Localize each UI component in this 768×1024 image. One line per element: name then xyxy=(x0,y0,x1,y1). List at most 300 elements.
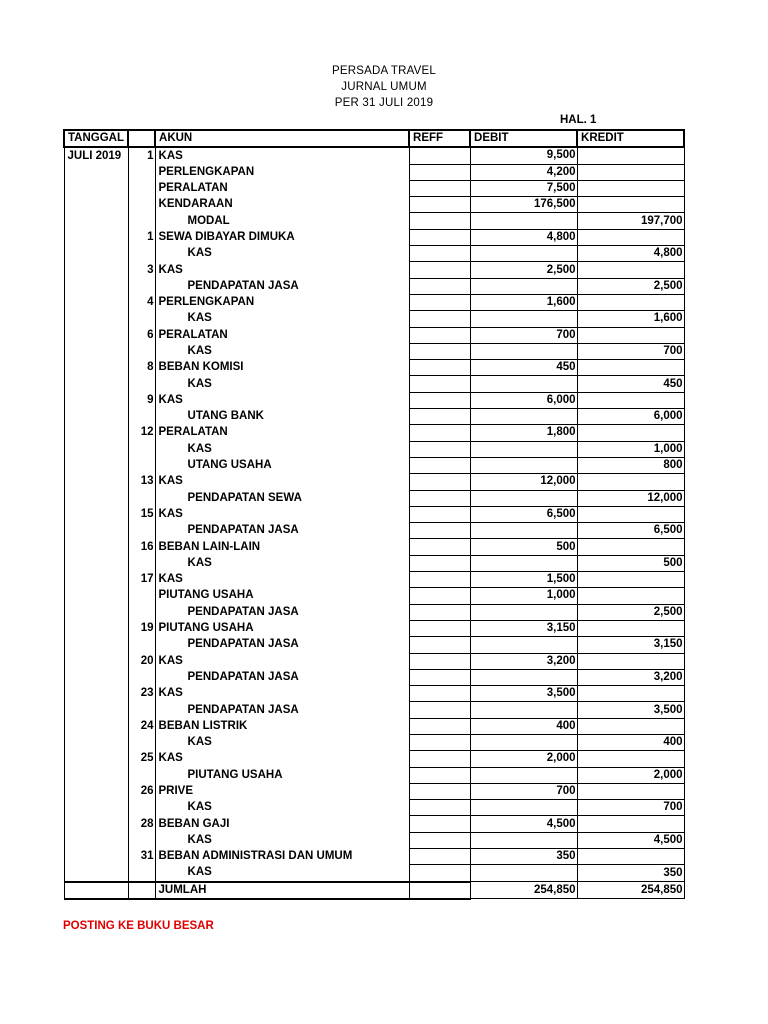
row-month xyxy=(64,539,128,555)
journal-row xyxy=(64,409,684,425)
row-credit: 197,700 xyxy=(577,213,684,229)
column-header-tanggal: TANGGAL xyxy=(64,130,128,147)
row-reff xyxy=(409,457,470,473)
row-reff xyxy=(409,751,470,767)
row-day xyxy=(128,637,155,653)
row-month xyxy=(64,800,128,816)
row-reff xyxy=(409,669,470,685)
row-month xyxy=(64,751,128,767)
row-month xyxy=(64,164,128,180)
row-reff xyxy=(409,490,470,506)
row-credit xyxy=(577,588,684,604)
row-month xyxy=(64,669,128,685)
journal-table xyxy=(63,129,685,900)
row-reff xyxy=(409,620,470,636)
row-debit xyxy=(470,734,577,750)
row-day xyxy=(128,197,155,213)
row-account: KAS xyxy=(155,474,409,490)
row-account: PERALATAN xyxy=(155,327,409,343)
row-account: PENDAPATAN JASA xyxy=(155,278,409,294)
row-month xyxy=(64,653,128,669)
row-day xyxy=(128,490,155,506)
row-credit: 2,000 xyxy=(577,767,684,783)
row-day xyxy=(128,702,155,718)
row-credit: 450 xyxy=(577,376,684,392)
page-number: HAL. 1 xyxy=(560,114,597,126)
row-account: KAS xyxy=(155,376,409,392)
row-day xyxy=(128,441,155,457)
journal-row xyxy=(64,620,684,636)
row-credit: 1,600 xyxy=(577,311,684,327)
row-day: 24 xyxy=(128,718,155,734)
row-credit xyxy=(577,262,684,278)
journal-row xyxy=(64,686,684,702)
row-month xyxy=(64,425,128,441)
row-account: MODAL xyxy=(155,213,409,229)
row-account: PERLENGKAPAN xyxy=(155,294,409,310)
row-reff xyxy=(409,734,470,750)
row-month xyxy=(64,555,128,571)
row-reff xyxy=(409,180,470,196)
row-day xyxy=(128,734,155,750)
row-day xyxy=(128,669,155,685)
row-month xyxy=(64,474,128,490)
row-account: KAS xyxy=(155,311,409,327)
row-credit: 350 xyxy=(577,865,684,882)
journal-row xyxy=(64,262,684,278)
row-reff xyxy=(409,702,470,718)
journal-row xyxy=(64,783,684,799)
row-reff xyxy=(409,425,470,441)
row-debit: 7,500 xyxy=(470,180,577,196)
row-month xyxy=(64,620,128,636)
row-day: 26 xyxy=(128,783,155,799)
total-row xyxy=(64,882,684,899)
row-reff xyxy=(409,441,470,457)
row-reff xyxy=(409,832,470,848)
row-credit: 500 xyxy=(577,555,684,571)
row-credit: 4,800 xyxy=(577,246,684,262)
journal-row xyxy=(64,767,684,783)
posting-ledger-link[interactable]: POSTING KE BUKU BESAR xyxy=(63,920,214,932)
row-account: BEBAN GAJI xyxy=(155,816,409,832)
row-credit xyxy=(577,653,684,669)
column-header-debit: DEBIT xyxy=(470,130,577,147)
row-debit xyxy=(470,278,577,294)
row-account: KAS xyxy=(155,555,409,571)
row-reff xyxy=(409,278,470,294)
row-credit xyxy=(577,686,684,702)
column-header-day xyxy=(128,130,155,147)
row-credit xyxy=(577,474,684,490)
row-debit: 2,500 xyxy=(470,262,577,278)
row-debit: 1,500 xyxy=(470,572,577,588)
row-month xyxy=(64,246,128,262)
row-debit xyxy=(470,637,577,653)
row-month xyxy=(64,294,128,310)
row-debit: 4,800 xyxy=(470,229,577,245)
row-day: 23 xyxy=(128,686,155,702)
row-month xyxy=(64,588,128,604)
row-account: PENDAPATAN JASA xyxy=(155,604,409,620)
row-reff xyxy=(409,523,470,539)
row-account: PENDAPATAN JASA xyxy=(155,702,409,718)
row-debit xyxy=(470,865,577,882)
journal-row xyxy=(64,180,684,196)
row-month xyxy=(64,816,128,832)
row-credit xyxy=(577,816,684,832)
row-credit xyxy=(577,425,684,441)
row-account: BEBAN LAIN-LAIN xyxy=(155,539,409,555)
row-day xyxy=(128,311,155,327)
journal-row xyxy=(64,213,684,229)
row-credit xyxy=(577,229,684,245)
row-day xyxy=(128,523,155,539)
row-debit xyxy=(470,702,577,718)
total-debit: 254,850 xyxy=(470,882,577,899)
row-debit: 6,000 xyxy=(470,392,577,408)
row-debit xyxy=(470,669,577,685)
journal-row xyxy=(64,637,684,653)
row-day xyxy=(128,180,155,196)
row-account: PIUTANG USAHA xyxy=(155,767,409,783)
row-account: KAS xyxy=(155,572,409,588)
journal-header-row xyxy=(64,130,684,147)
row-debit: 6,500 xyxy=(470,506,577,522)
journal-row xyxy=(64,392,684,408)
row-reff xyxy=(409,294,470,310)
journal-row xyxy=(64,555,684,571)
row-debit: 3,200 xyxy=(470,653,577,669)
document-period: PER 31 JULI 2019 xyxy=(334,97,434,109)
row-month xyxy=(64,523,128,539)
row-reff xyxy=(409,376,470,392)
row-day xyxy=(128,376,155,392)
row-reff xyxy=(409,865,470,882)
row-debit xyxy=(470,457,577,473)
row-account: KAS xyxy=(155,246,409,262)
row-day xyxy=(128,164,155,180)
row-day: 25 xyxy=(128,751,155,767)
row-debit: 400 xyxy=(470,718,577,734)
row-debit: 9,500 xyxy=(470,147,577,164)
row-account: PIUTANG USAHA xyxy=(155,620,409,636)
row-account: PENDAPATAN JASA xyxy=(155,669,409,685)
row-account: KAS xyxy=(155,147,409,164)
row-reff xyxy=(409,392,470,408)
document-title: JURNAL UMUM xyxy=(341,81,427,93)
row-credit xyxy=(577,197,684,213)
row-credit: 3,200 xyxy=(577,669,684,685)
journal-row xyxy=(64,832,684,848)
row-debit: 2,000 xyxy=(470,751,577,767)
row-day: 3 xyxy=(128,262,155,278)
row-day: 8 xyxy=(128,360,155,376)
row-credit: 2,500 xyxy=(577,604,684,620)
row-day: 15 xyxy=(128,506,155,522)
row-credit: 800 xyxy=(577,457,684,473)
company-name: PERSADA TRAVEL xyxy=(332,65,436,77)
row-credit: 1,000 xyxy=(577,441,684,457)
journal-row xyxy=(64,751,684,767)
row-credit: 400 xyxy=(577,734,684,750)
row-day: 28 xyxy=(128,816,155,832)
row-account: KAS xyxy=(155,865,409,882)
row-debit: 500 xyxy=(470,539,577,555)
row-day: 1 xyxy=(128,147,155,164)
row-debit: 350 xyxy=(470,849,577,865)
journal-row xyxy=(64,360,684,376)
row-debit xyxy=(470,767,577,783)
row-reff xyxy=(409,637,470,653)
row-month xyxy=(64,457,128,473)
row-day xyxy=(128,588,155,604)
row-day xyxy=(128,409,155,425)
row-day: 20 xyxy=(128,653,155,669)
row-day: 13 xyxy=(128,474,155,490)
row-debit xyxy=(470,343,577,359)
row-account: KAS xyxy=(155,392,409,408)
row-credit: 700 xyxy=(577,343,684,359)
row-credit xyxy=(577,147,684,164)
row-credit: 700 xyxy=(577,800,684,816)
row-account: KAS xyxy=(155,734,409,750)
row-account: SEWA DIBAYAR DIMUKA xyxy=(155,229,409,245)
row-reff xyxy=(409,718,470,734)
row-reff xyxy=(409,360,470,376)
row-account: BEBAN KOMISI xyxy=(155,360,409,376)
row-credit xyxy=(577,849,684,865)
row-account: PERALATAN xyxy=(155,180,409,196)
row-reff xyxy=(409,686,470,702)
row-month xyxy=(64,734,128,750)
row-account: KAS xyxy=(155,832,409,848)
row-debit xyxy=(470,800,577,816)
row-month xyxy=(64,441,128,457)
journal-row xyxy=(64,327,684,343)
journal-row xyxy=(64,425,684,441)
row-month xyxy=(64,180,128,196)
total-tanggal-cell xyxy=(64,882,128,899)
row-day: 1 xyxy=(128,229,155,245)
row-account: PIUTANG USAHA xyxy=(155,588,409,604)
row-month xyxy=(64,637,128,653)
row-credit xyxy=(577,360,684,376)
journal-row xyxy=(64,702,684,718)
row-reff xyxy=(409,262,470,278)
row-day xyxy=(128,767,155,783)
row-month xyxy=(64,702,128,718)
row-reff xyxy=(409,588,470,604)
row-reff xyxy=(409,327,470,343)
journal-row xyxy=(64,197,684,213)
row-reff xyxy=(409,767,470,783)
row-day xyxy=(128,213,155,229)
journal-row xyxy=(64,229,684,245)
row-month xyxy=(64,311,128,327)
row-month xyxy=(64,849,128,865)
column-header-kredit: KREDIT xyxy=(577,130,684,147)
journal-row xyxy=(64,474,684,490)
row-day: 19 xyxy=(128,620,155,636)
journal-row xyxy=(64,147,684,164)
row-account: KENDARAAN xyxy=(155,197,409,213)
row-debit: 1,000 xyxy=(470,588,577,604)
row-credit xyxy=(577,620,684,636)
row-day xyxy=(128,457,155,473)
row-reff xyxy=(409,604,470,620)
row-credit: 3,150 xyxy=(577,637,684,653)
row-month xyxy=(64,229,128,245)
row-reff xyxy=(409,229,470,245)
row-month: JULI 2019 xyxy=(64,147,128,164)
row-month xyxy=(64,343,128,359)
row-account: KAS xyxy=(155,653,409,669)
row-month xyxy=(64,686,128,702)
row-account: PENDAPATAN JASA xyxy=(155,523,409,539)
row-reff xyxy=(409,783,470,799)
row-account: KAS xyxy=(155,506,409,522)
row-reff xyxy=(409,164,470,180)
journal-row xyxy=(64,294,684,310)
row-month xyxy=(64,718,128,734)
row-account: PERLENGKAPAN xyxy=(155,164,409,180)
row-debit xyxy=(470,409,577,425)
row-month xyxy=(64,572,128,588)
row-account: PENDAPATAN JASA xyxy=(155,637,409,653)
row-reff xyxy=(409,474,470,490)
row-account: KAS xyxy=(155,800,409,816)
row-credit: 2,500 xyxy=(577,278,684,294)
journal-row xyxy=(64,441,684,457)
journal-row xyxy=(64,490,684,506)
row-day: 12 xyxy=(128,425,155,441)
journal-row xyxy=(64,865,684,882)
row-account: KAS xyxy=(155,686,409,702)
row-account: BEBAN LISTRIK xyxy=(155,718,409,734)
row-debit: 4,500 xyxy=(470,816,577,832)
row-debit xyxy=(470,490,577,506)
row-day: 6 xyxy=(128,327,155,343)
row-credit: 4,500 xyxy=(577,832,684,848)
row-day: 16 xyxy=(128,539,155,555)
row-reff xyxy=(409,197,470,213)
row-day xyxy=(128,246,155,262)
row-day xyxy=(128,865,155,882)
row-credit: 3,500 xyxy=(577,702,684,718)
row-reff xyxy=(409,653,470,669)
row-reff xyxy=(409,539,470,555)
row-debit xyxy=(470,832,577,848)
journal-row xyxy=(64,311,684,327)
row-day: 4 xyxy=(128,294,155,310)
row-debit xyxy=(470,441,577,457)
row-account: KAS xyxy=(155,441,409,457)
row-month xyxy=(64,783,128,799)
row-credit xyxy=(577,783,684,799)
row-account: KAS xyxy=(155,343,409,359)
row-credit xyxy=(577,506,684,522)
journal-row xyxy=(64,278,684,294)
total-day-cell xyxy=(128,882,155,899)
total-credit: 254,850 xyxy=(577,882,684,899)
row-debit xyxy=(470,213,577,229)
column-header-reff: REFF xyxy=(409,130,470,147)
row-debit xyxy=(470,311,577,327)
journal-body xyxy=(64,147,684,881)
row-reff xyxy=(409,506,470,522)
row-debit: 4,200 xyxy=(470,164,577,180)
journal-row xyxy=(64,734,684,750)
row-reff xyxy=(409,147,470,164)
row-debit: 3,500 xyxy=(470,686,577,702)
journal-row xyxy=(64,800,684,816)
row-debit xyxy=(470,246,577,262)
journal-row xyxy=(64,588,684,604)
row-day xyxy=(128,278,155,294)
row-month xyxy=(64,490,128,506)
row-reff xyxy=(409,343,470,359)
row-account: UTANG USAHA xyxy=(155,457,409,473)
row-credit: 12,000 xyxy=(577,490,684,506)
row-debit: 1,800 xyxy=(470,425,577,441)
row-credit xyxy=(577,718,684,734)
row-month xyxy=(64,376,128,392)
journal-row xyxy=(64,376,684,392)
journal-row xyxy=(64,816,684,832)
journal-row xyxy=(64,506,684,522)
row-credit xyxy=(577,180,684,196)
row-month xyxy=(64,604,128,620)
journal-row xyxy=(64,246,684,262)
journal-row xyxy=(64,849,684,865)
row-day xyxy=(128,555,155,571)
row-month xyxy=(64,262,128,278)
row-reff xyxy=(409,849,470,865)
row-debit: 700 xyxy=(470,327,577,343)
row-month xyxy=(64,506,128,522)
row-debit: 450 xyxy=(470,360,577,376)
row-account: PENDAPATAN SEWA xyxy=(155,490,409,506)
row-debit xyxy=(470,376,577,392)
row-account: PERALATAN xyxy=(155,425,409,441)
journal-row xyxy=(64,164,684,180)
row-day xyxy=(128,604,155,620)
journal-row xyxy=(64,653,684,669)
total-reff-cell xyxy=(409,882,470,899)
row-day: 31 xyxy=(128,849,155,865)
row-day: 17 xyxy=(128,572,155,588)
journal-row xyxy=(64,457,684,473)
row-credit xyxy=(577,572,684,588)
row-credit xyxy=(577,164,684,180)
row-day xyxy=(128,343,155,359)
row-day xyxy=(128,832,155,848)
row-credit: 6,000 xyxy=(577,409,684,425)
row-debit: 700 xyxy=(470,783,577,799)
row-credit xyxy=(577,327,684,343)
journal-row xyxy=(64,572,684,588)
total-label: JUMLAH xyxy=(155,882,409,899)
row-credit xyxy=(577,392,684,408)
column-header-akun: AKUN xyxy=(155,130,409,147)
row-reff xyxy=(409,572,470,588)
row-day xyxy=(128,800,155,816)
row-month xyxy=(64,409,128,425)
journal-row xyxy=(64,539,684,555)
journal-row xyxy=(64,718,684,734)
row-debit xyxy=(470,523,577,539)
